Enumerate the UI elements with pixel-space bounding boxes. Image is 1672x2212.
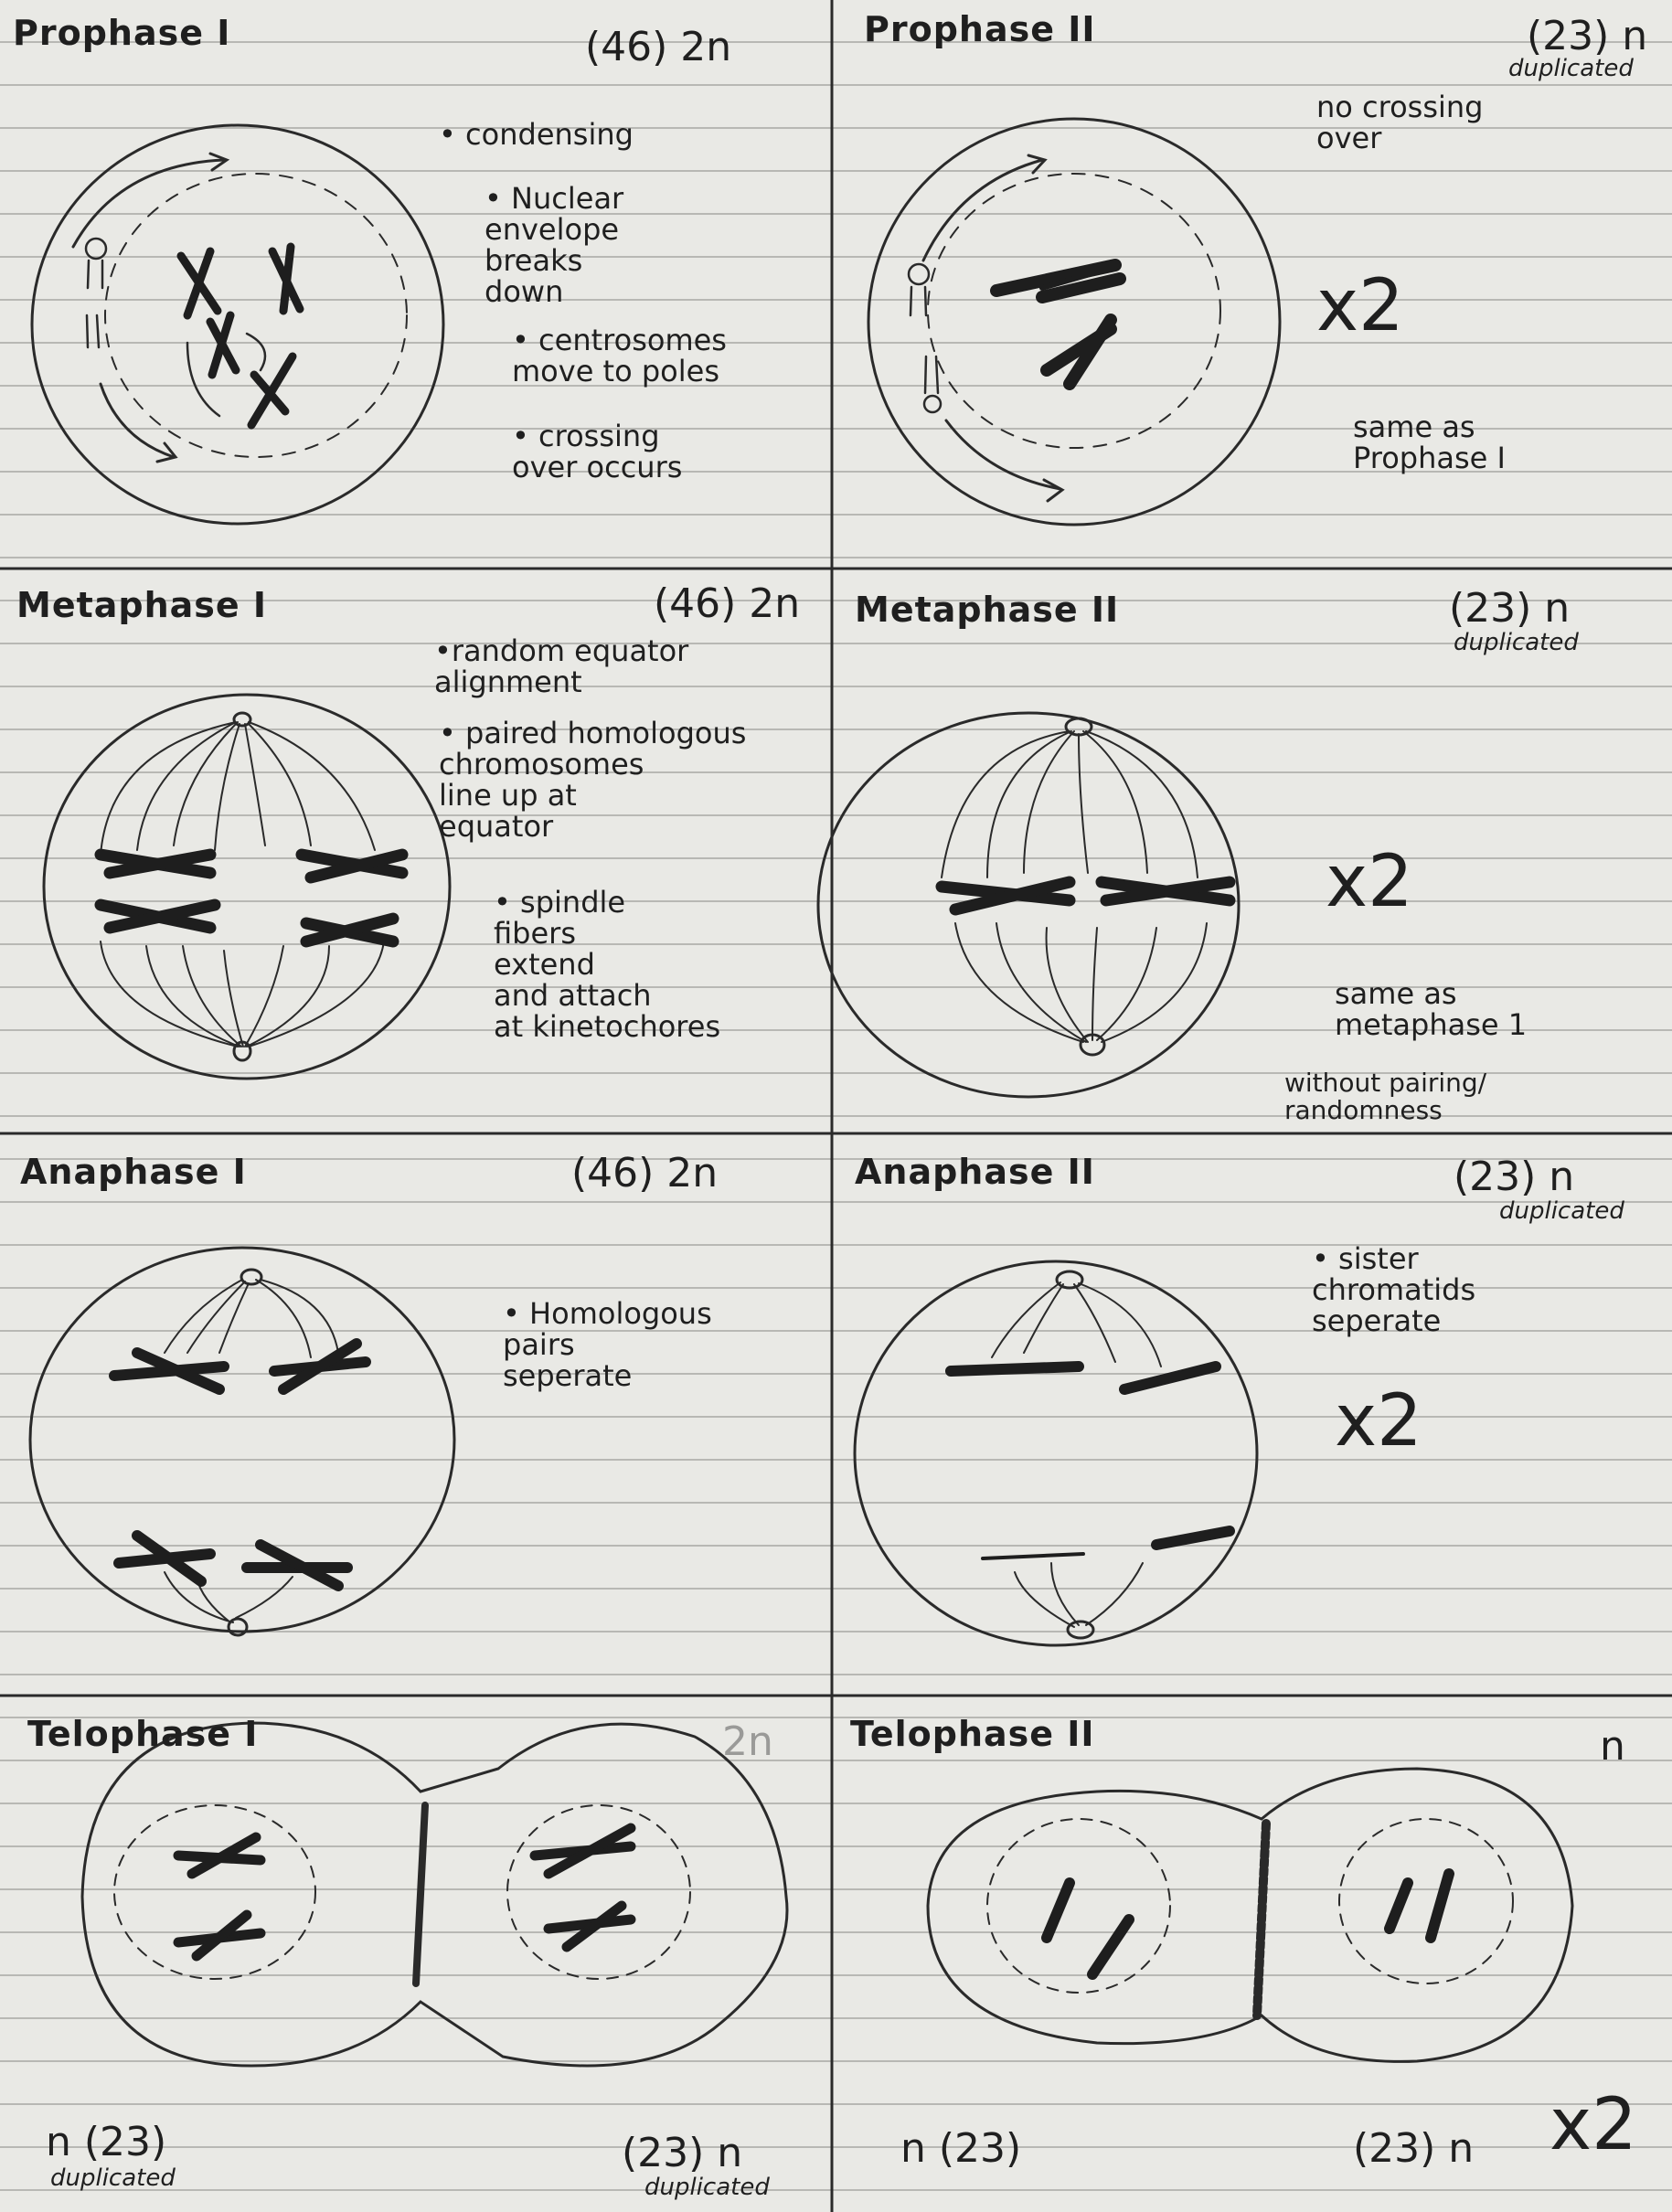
- metaphase1-ploidy: (46) 2n: [654, 580, 801, 627]
- prophase1-ploidy: (46) 2n: [585, 24, 732, 70]
- prophase1-note: • centrosomes move to poles: [512, 323, 727, 388]
- prophase1-chromosomes: [181, 247, 300, 425]
- anaphase2-cell: [855, 1261, 1257, 1645]
- telophase2-ploidy: n: [1600, 1723, 1625, 1770]
- metaphase1-note: • spindle fibers extend and attach at kinetochores: [494, 885, 721, 1044]
- metaphase1-cell: [44, 695, 450, 1079]
- anaphase2-sub: duplicated: [1499, 1197, 1624, 1225]
- prophase2-ploidy: (23) n: [1527, 13, 1648, 59]
- telophase2-chromosomes: [1047, 1874, 1449, 1974]
- telophase2-right-count: (23) n: [1353, 2125, 1475, 2172]
- prophase1-title: Prophase I: [13, 13, 231, 53]
- telophase2-cell: [928, 1769, 1572, 2061]
- prophase1-note: • condensing: [439, 117, 634, 152]
- metaphase1-title: Metaphase I: [16, 585, 268, 625]
- anaphase1-note: • Homologous pairs seperate: [503, 1296, 712, 1393]
- metaphase2-sub: duplicated: [1454, 629, 1579, 656]
- metaphase1-note: • paired homologous chromosomes line up at equator: [439, 716, 747, 844]
- anaphase2-note: • sister chromatids seperate: [1312, 1241, 1476, 1338]
- prophase2-cell: [868, 119, 1280, 525]
- prophase2-chromosomes: [996, 265, 1120, 384]
- telophase1-cell: [82, 1723, 787, 2066]
- telophase1-ploidy: 2n: [722, 1718, 773, 1765]
- prophase1-cell: [32, 125, 443, 524]
- metaphase2-cell: [818, 713, 1239, 1097]
- anaphase1-chromosomes: [114, 1344, 366, 1586]
- prophase1-note: • Nuclear envelope breaks down: [485, 181, 624, 309]
- telophase1-right-count: (23) n: [622, 2130, 743, 2176]
- telophase1-left-sub: duplicated: [50, 2164, 176, 2192]
- anaphase1-ploidy: (46) 2n: [571, 1150, 719, 1196]
- anaphase1-cell: [30, 1248, 454, 1635]
- metaphase2-chromosomes: [942, 882, 1230, 909]
- anaphase2-title: Anaphase II: [855, 1152, 1095, 1192]
- metaphase1-note: •random equator alignment: [434, 633, 689, 699]
- prophase1-note: • crossing over occurs: [512, 419, 683, 484]
- prophase2-sub: duplicated: [1508, 55, 1634, 82]
- telophase1-right-sub: duplicated: [644, 2174, 770, 2201]
- telophase1-chromosomes: [178, 1828, 631, 1956]
- telophase2-left-count: n (23): [900, 2125, 1022, 2172]
- prophase2-title: Prophase II: [864, 9, 1096, 49]
- telophase2-title: Telophase II: [850, 1714, 1095, 1754]
- anaphase2-ploidy: (23) n: [1454, 1154, 1575, 1200]
- telophase1-title: Telophase I: [27, 1714, 259, 1754]
- anaphase2-chromosomes: [951, 1367, 1230, 1558]
- telophase1-left-count: n (23): [46, 2119, 167, 2165]
- telophase2-multiplier: x2: [1550, 2084, 1637, 2166]
- metaphase2-ploidy: (23) n: [1449, 585, 1571, 632]
- metaphase2-multiplier: x2: [1326, 841, 1413, 923]
- metaphase2-title: Metaphase II: [855, 590, 1120, 630]
- metaphase2-note: without pairing/ randomness: [1284, 1068, 1487, 1125]
- metaphase2-note: same as metaphase 1: [1335, 976, 1528, 1042]
- prophase2-note: same as Prophase I: [1353, 409, 1506, 475]
- metaphase1-chromosomes: [101, 855, 402, 941]
- prophase2-multiplier: x2: [1316, 265, 1404, 347]
- anaphase2-multiplier: x2: [1335, 1380, 1422, 1462]
- anaphase1-title: Anaphase I: [20, 1152, 247, 1192]
- prophase2-note: no crossing over: [1316, 90, 1484, 155]
